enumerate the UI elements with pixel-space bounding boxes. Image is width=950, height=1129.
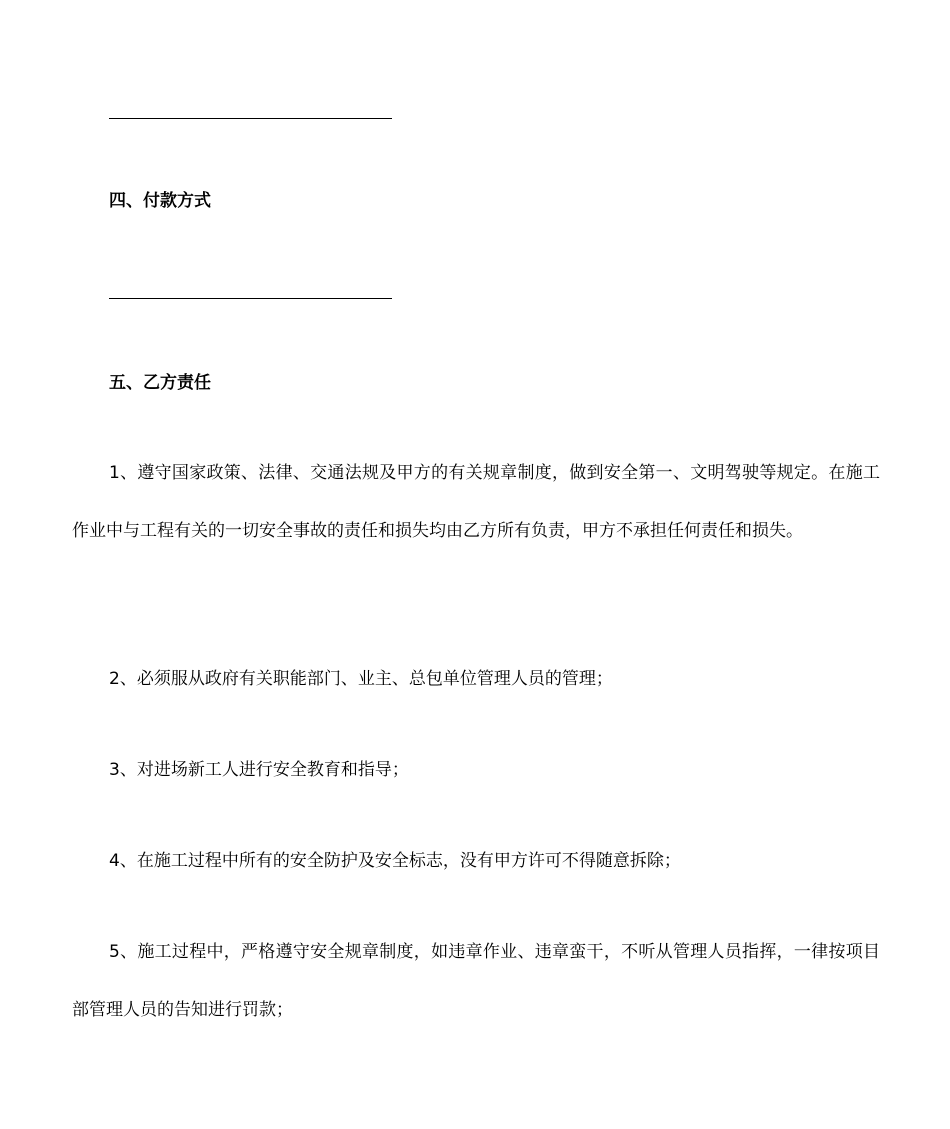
responsibility-item-2: 2、必须服从政府有关职能部门、业主、总包单位管理人员的管理； bbox=[109, 669, 613, 689]
responsibility-item-1: 1、遵守国家政策、法律、交通法规及甲方的有关规章制度，做到安全第一、文明驾驶等规定。在施工作业中与工程有关的一切安全事故的责任和损失均由乙方所有负责，甲方不承担任何责任和损失。 bbox=[72, 463, 880, 541]
section-heading-party-b-responsibility: 五、乙方责任 bbox=[109, 373, 211, 393]
fill-in-blank-line bbox=[109, 118, 392, 119]
responsibility-item-4: 4、在施工过程中所有的安全防护及安全标志，没有甲方许可不得随意拆除； bbox=[109, 851, 681, 871]
responsibility-item-3: 3、对进场新工人进行安全教育和指导； bbox=[109, 760, 409, 780]
section-heading-payment-method: 四、付款方式 bbox=[109, 191, 211, 211]
responsibility-item-5: 5、施工过程中，严格遵守安全规章制度，如违章作业、违章蛮干，不听从管理人员指挥，一律按项目部管理人员的告知进行罚款； bbox=[72, 942, 880, 1020]
fill-in-blank-line bbox=[109, 298, 392, 299]
